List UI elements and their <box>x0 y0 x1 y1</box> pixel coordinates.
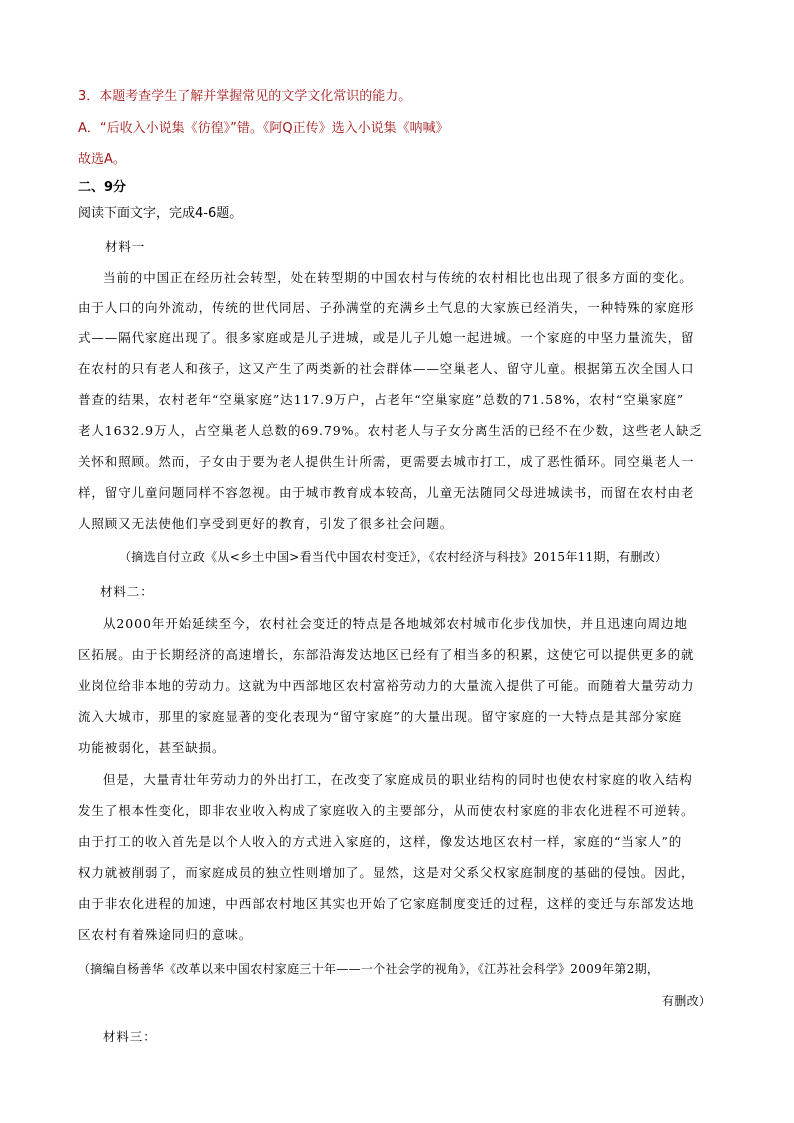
material1-line: 当前的中国正在经历社会转型，处在转型期的中国农村与传统的农村相比也出现了很多方面的变化。 <box>103 270 693 285</box>
section-instruction: 阅读下面文字，完成4-6题。 <box>78 206 243 221</box>
material1-line: 在农村的只有老人和孩子，这又产生了两类新的社会群体——空巢老人、留守儿童。根据第五次全国人口 <box>78 361 695 376</box>
material2-para2-line: 由于非农化进程的加速，中西部农村地区其实也开始了它家庭制度变迁的过程，这样的变迁与东部发达地 <box>78 896 695 911</box>
material2-para2-line: 区农村有着殊途同归的意味。 <box>78 927 253 942</box>
material1-line: 人照顾又无法使他们享受到更好的教育，引发了很多社会问题。 <box>78 516 454 531</box>
material1-line: 普查的结果，农村老年“空巢家庭”达117.9万户，占老年“空巢家庭”总数的71.58%，农村“空巢家庭” <box>78 392 685 407</box>
material1-line: 式——隔代家庭出现了。很多家庭或是儿子进城，或是儿子儿媳一起进城。一个家庭的中坚力量流失，留 <box>78 330 695 345</box>
material1-source: （摘选自付立政《从<乡土中国>看当代中国农村变迁》，《农村经济与科技》2015年11期，有删改） <box>119 550 668 564</box>
answer-conclusion: 故选A。 <box>78 152 126 167</box>
material2-para1-line: 流入大城市，那里的家庭显著的变化表现为“留守家庭”的大量出现。留守家庭的一大特点是其部分家庭 <box>78 709 683 724</box>
answer-explanation: 3．本题考查学生了解并掌握常见的文学文化常识的能力。 <box>78 89 412 104</box>
material2-source: （摘编自杨善华《改革以来中国农村家庭三十年——一个社会学的视角》，《江苏社会科学》2009年第2期， <box>78 962 660 976</box>
material2-para2-line: 权力就被削弱了，而家庭成员的独立性则增加了。显然，这是对父系父权家庭制度的基础的侵蚀。因此， <box>78 865 695 880</box>
material1-line: 样，留守儿童问题同样不容忽视。由于城市教育成本较高，儿童无法随同父母进城读书，而留在农村由老 <box>78 485 695 500</box>
material2-para1-line: 业岗位给非本地的劳动力。这就为中西部地区农村富裕劳动力的大量流入提供了可能。而随着大量劳动力 <box>78 678 695 693</box>
material2-para1-line: 区拓展。由于长期经济的高速增长，东部沿海发达地区已经有了相当多的积累，这使它可以提供更多的就 <box>78 647 695 662</box>
answer-option-a: A．“后收入小说集《彷徨》”错。《阿Q正传》选入小说集《呐喊》 <box>78 121 449 136</box>
material3-label: 材料三： <box>103 1029 157 1044</box>
material1-line: 关怀和照顾。然而，子女由于要为老人提供生计所需，更需要去城市打工，成了恶性循环。同空巢老人一 <box>78 454 695 469</box>
material2-label: 材料二： <box>100 584 154 599</box>
material1-line: 老人1632.9万人，占空巢老人总数的69.79%。农村老人与子女分离生活的已经不在少数，这些老人缺乏 <box>78 423 703 438</box>
material2-para1-line: 从2000年开始延续至今，农村社会变迁的特点是各地城郊农村城市化步伐加快，并且迅速向周边地 <box>103 616 688 631</box>
material1-label: 材料一 <box>105 239 146 254</box>
material2-para2-line: 由于打工的收入首先是以个人收入的方式进入家庭的，这样，像发达地区农村一样，家庭的“当家人”的 <box>78 834 683 849</box>
material2-para2-line: 但是，大量青壮年劳动力的外出打工，在改变了家庭成员的职业结构的同时也使农村家庭的收入结构 <box>103 772 693 787</box>
material2-para2-line: 发生了根本性变化，即非农业收入构成了家庭收入的主要部分，从而使农村家庭的非农化进程不可逆转。 <box>78 803 695 818</box>
section-heading: 二、9分 <box>78 180 127 195</box>
material1-line: 由于人口的向外流动，传统的世代同居、子孙满堂的充满乡土气息的大家族已经消失，一种特殊的家庭形 <box>78 300 695 315</box>
material2-para1-line: 功能被弱化，甚至缺损。 <box>78 740 226 755</box>
material2-source-cont: 有删改） <box>662 994 712 1008</box>
